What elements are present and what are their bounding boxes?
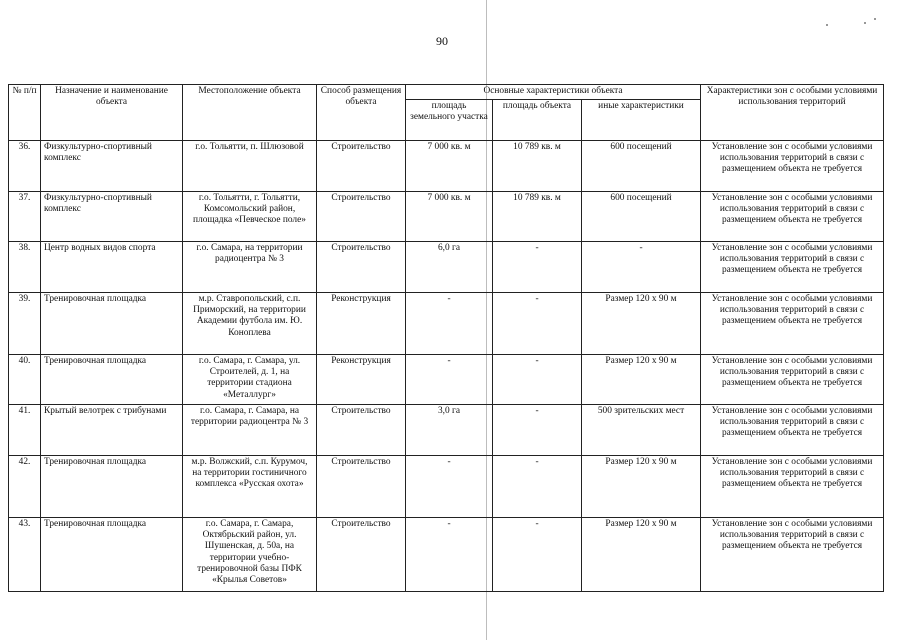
row-name: Физкультурно-спортивный комплекс <box>41 141 183 192</box>
table-row <box>9 355 884 405</box>
header-object-area: площадь объекта <box>493 100 582 141</box>
row-num: 42. <box>9 456 41 518</box>
row-land-area: - <box>406 355 493 405</box>
scan-speck <box>826 24 828 26</box>
row-other: Размер 120 х 90 м <box>582 293 701 355</box>
row-location: г.о. Тольятти, г. Тольятти, Комсомольский район, площадка «Певческое поле» <box>183 192 317 242</box>
header-num: № п/п <box>9 85 41 141</box>
row-other: - <box>582 242 701 293</box>
row-method: Строительство <box>317 405 406 456</box>
header-method: Способ размещения объекта <box>317 85 406 141</box>
row-location: г.о. Самара, г. Самара, Октябрьский район, ул. Шушенская, д. 50а, на территории учебно-тренировочной базы ПФК «Крылья Советов» <box>183 518 317 592</box>
row-land-area: - <box>406 456 493 518</box>
row-object-area: - <box>493 355 582 405</box>
table-row <box>9 405 884 456</box>
row-other: Размер 120 х 90 м <box>582 355 701 405</box>
header-land-area: площадь земельного участка <box>406 100 493 141</box>
row-zones: Установление зон с особыми условиями использования территорий в связи с размещением объекта не требуется <box>701 192 884 242</box>
page-number: 90 <box>436 34 448 48</box>
row-land-area: 6,0 га <box>406 242 493 293</box>
row-land-area: 7 000 кв. м <box>406 192 493 242</box>
row-num: 39. <box>9 293 41 355</box>
header-location: Местоположение объекта <box>183 85 317 141</box>
table-row <box>9 141 884 192</box>
row-method: Строительство <box>317 242 406 293</box>
row-object-area: 10 789 кв. м <box>493 141 582 192</box>
row-zones: Установление зон с особыми условиями использования территорий в связи с размещением объекта не требуется <box>701 405 884 456</box>
row-num: 37. <box>9 192 41 242</box>
row-name: Центр водных видов спорта <box>41 242 183 293</box>
row-method: Реконструкция <box>317 355 406 405</box>
table-row <box>9 192 884 242</box>
row-zones: Установление зон с особыми условиями использования территорий в связи с размещением объекта не требуется <box>701 242 884 293</box>
row-name: Тренировочная площадка <box>41 293 183 355</box>
row-location: м.р. Волжский, с.п. Курумоч, на территории гостиничного комплекса «Русская охота» <box>183 456 317 518</box>
row-num: 36. <box>9 141 41 192</box>
row-num: 41. <box>9 405 41 456</box>
row-object-area: - <box>493 242 582 293</box>
header-name: Назначение и наименование объекта <box>41 85 183 141</box>
row-zones: Установление зон с особыми условиями использования территорий в связи с размещением объекта не требуется <box>701 456 884 518</box>
header-main-characteristics: Основные характеристики объекта <box>406 85 701 100</box>
row-method: Строительство <box>317 192 406 242</box>
row-land-area: - <box>406 293 493 355</box>
row-land-area: - <box>406 518 493 592</box>
row-num: 38. <box>9 242 41 293</box>
row-object-area: - <box>493 293 582 355</box>
row-zones: Установление зон с особыми условиями использования территорий в связи с размещением объекта не требуется <box>701 293 884 355</box>
table-row <box>9 293 884 355</box>
row-name: Крытый велотрек с трибунами <box>41 405 183 456</box>
row-land-area: 3,0 га <box>406 405 493 456</box>
row-method: Строительство <box>317 456 406 518</box>
row-num: 43. <box>9 518 41 592</box>
row-method: Реконструкция <box>317 293 406 355</box>
scan-speck <box>874 18 876 20</box>
row-method: Строительство <box>317 518 406 592</box>
row-name: Тренировочная площадка <box>41 355 183 405</box>
header-other: иные характеристики <box>582 100 701 141</box>
row-object-area: - <box>493 405 582 456</box>
row-location: г.о. Тольятти, п. Шлюзовой <box>183 141 317 192</box>
table-row <box>9 518 884 592</box>
objects-table <box>8 84 884 592</box>
row-object-area: 10 789 кв. м <box>493 192 582 242</box>
row-object-area: - <box>493 456 582 518</box>
row-other: Размер 120 х 90 м <box>582 518 701 592</box>
row-other: Размер 120 х 90 м <box>582 456 701 518</box>
row-name: Тренировочная площадка <box>41 456 183 518</box>
row-name: Тренировочная площадка <box>41 518 183 592</box>
row-location: г.о. Самара, на территории радиоцентра № 3 <box>183 242 317 293</box>
row-num: 40. <box>9 355 41 405</box>
row-other: 500 зрительских мест <box>582 405 701 456</box>
row-location: г.о. Самара, г. Самара, ул. Строителей, д. 1, на территории стадиона «Металлург» <box>183 355 317 405</box>
row-zones: Установление зон с особыми условиями использования территорий в связи с размещением объекта не требуется <box>701 141 884 192</box>
table-row <box>9 456 884 518</box>
row-name: Физкультурно-спортивный комплекс <box>41 192 183 242</box>
row-location: г.о. Самара, г. Самара, на территории радиоцентра № 3 <box>183 405 317 456</box>
row-location: м.р. Ставропольский, с.п. Приморский, на территории Академии футбола им. Ю. Коноплева <box>183 293 317 355</box>
row-method: Строительство <box>317 141 406 192</box>
row-land-area: 7 000 кв. м <box>406 141 493 192</box>
table-header-row <box>9 85 884 100</box>
row-object-area: - <box>493 518 582 592</box>
header-zones: Характеристики зон с особыми условиями использования территорий <box>701 85 884 141</box>
scan-speck <box>864 22 866 24</box>
row-other: 600 посещений <box>582 141 701 192</box>
table-row <box>9 242 884 293</box>
row-other: 600 посещений <box>582 192 701 242</box>
row-zones: Установление зон с особыми условиями использования территорий в связи с размещением объекта не требуется <box>701 355 884 405</box>
row-zones: Установление зон с особыми условиями использования территорий в связи с размещением объекта не требуется <box>701 518 884 592</box>
